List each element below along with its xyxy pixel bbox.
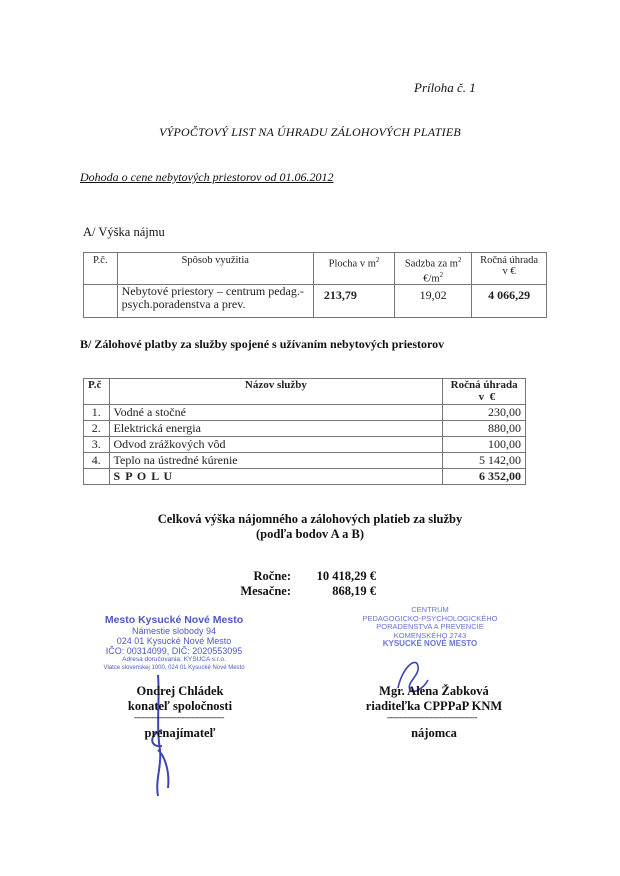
col-area: Plocha v $m^2$ <box>313 253 394 285</box>
cell-use: Nebytové priestory – centrum pedag.-psych.poradenstva a prev. <box>117 285 313 318</box>
cell-name: Odvod zrážkových vôd <box>109 437 443 453</box>
stamp-line: PEDAGOGICKO-PSYCHOLOGICKÉHO <box>362 613 498 623</box>
landlord-stamp <box>84 614 264 672</box>
appendix-label: Príloha č. 1 <box>414 80 476 95</box>
stamp-line: Mesto Kysucké Nové Mesto <box>104 614 244 626</box>
landlord-name: Ondrej Chládek <box>136 684 224 698</box>
stamp-line: 024 01 Kysucké Nové Mesto <box>116 636 232 646</box>
cell-annual: 4 066,29 <box>472 285 547 318</box>
col-annual: Ročná úhrada v € <box>443 379 526 405</box>
landlord-signature-line: ------------------------------------ <box>134 712 224 722</box>
cell-value: 880,00 <box>443 421 526 437</box>
tenant-stamp <box>350 606 510 649</box>
tenant-name: Mgr. Alena Žabková <box>379 684 489 698</box>
stamp-line: Vlatce slovenskej 1000, 024 01 Kysucké Nové Mesto <box>103 665 245 671</box>
summary-line1: Celková výška nájomného a zálohových platieb za služby <box>157 512 463 526</box>
section-a-heading: A/ Výška nájmu <box>83 225 165 239</box>
tenant-signature-line: ------------------------------------ <box>387 712 477 722</box>
yearly-label: Ročne: <box>253 569 291 583</box>
section-b-heading: B/ Zálohové platby za služby spojené s užívaním nebytových priestorov <box>80 337 445 351</box>
rent-table <box>83 252 547 318</box>
landlord-party: prenajímateľ <box>144 726 216 740</box>
stamp-line: Adresa doručovania: KYSUCA s.r.o. <box>122 656 226 663</box>
summary-line2: (podľa bodov A a B) <box>256 527 364 541</box>
monthly-value: 868,19 € <box>332 584 376 598</box>
yearly-value: 10 418,29 € <box>316 569 376 583</box>
cell-value: 230,00 <box>443 405 526 421</box>
table-row <box>84 285 547 318</box>
cell-name: Elektrická energia <box>109 421 443 437</box>
cell-pc: 1. <box>84 405 110 421</box>
stamp-line: Námestie slobody 94 <box>131 626 217 636</box>
tenant-party: nájomca <box>411 726 457 740</box>
cell-pc: 3. <box>84 437 110 453</box>
total-value: 6 352,00 <box>443 469 526 485</box>
cell-value: 5 142,00 <box>443 453 526 469</box>
monthly-label: Mesačne: <box>240 584 291 598</box>
col-use: Spôsob využitia <box>117 253 313 285</box>
total-label: S P O L U <box>109 469 443 485</box>
cell-pc <box>84 469 110 485</box>
services-table <box>83 378 526 485</box>
stamp-line: IČO: 00314099, DIČ: 2020553095 <box>105 646 243 656</box>
tenant-role: riaditeľka CPPPaP KNM <box>365 699 503 713</box>
cell-rate: 19,02 <box>395 285 472 318</box>
landlord-role: konateľ spoločnosti <box>127 699 233 713</box>
stamp-line: KYSUCKÉ NOVÉ MESTO <box>382 639 478 648</box>
cell-pc <box>84 285 118 318</box>
cell-name: Vodné a stočné <box>109 405 443 421</box>
table-row <box>84 405 526 421</box>
col-name: Názov služby <box>109 379 443 405</box>
cell-area: 213,79 <box>313 285 394 318</box>
cell-name: Teplo na ústredné kúrenie <box>109 453 443 469</box>
col-rate: Sadzba za $m^2$ $€/m^2$ <box>395 253 472 285</box>
col-pc: P.č <box>84 379 110 405</box>
cell-pc: 4. <box>84 453 110 469</box>
col-annual: Ročná úhrada v € <box>472 253 547 285</box>
table-row <box>84 437 526 453</box>
total-row <box>84 469 526 485</box>
cell-pc: 2. <box>84 421 110 437</box>
table-row <box>84 421 526 437</box>
services-table-header <box>84 379 526 405</box>
rent-table-header <box>84 253 547 285</box>
stamp-line: PORADENSTVA A PREVENCIE <box>376 622 484 631</box>
col-pc: P.č. <box>84 253 118 285</box>
document-title: VÝPOČTOVÝ LIST NA ÚHRADU ZÁLOHOVÝCH PLATIEB <box>159 125 461 139</box>
table-row <box>84 453 526 469</box>
agreement-line: Dohoda o cene nebytových priestorov od 01.06.2012 <box>80 170 334 184</box>
stamp-line: CENTRUM <box>411 605 449 614</box>
cell-value: 100,00 <box>443 437 526 453</box>
stamp-line: KOMENSKÉHO 2743 <box>393 630 467 640</box>
